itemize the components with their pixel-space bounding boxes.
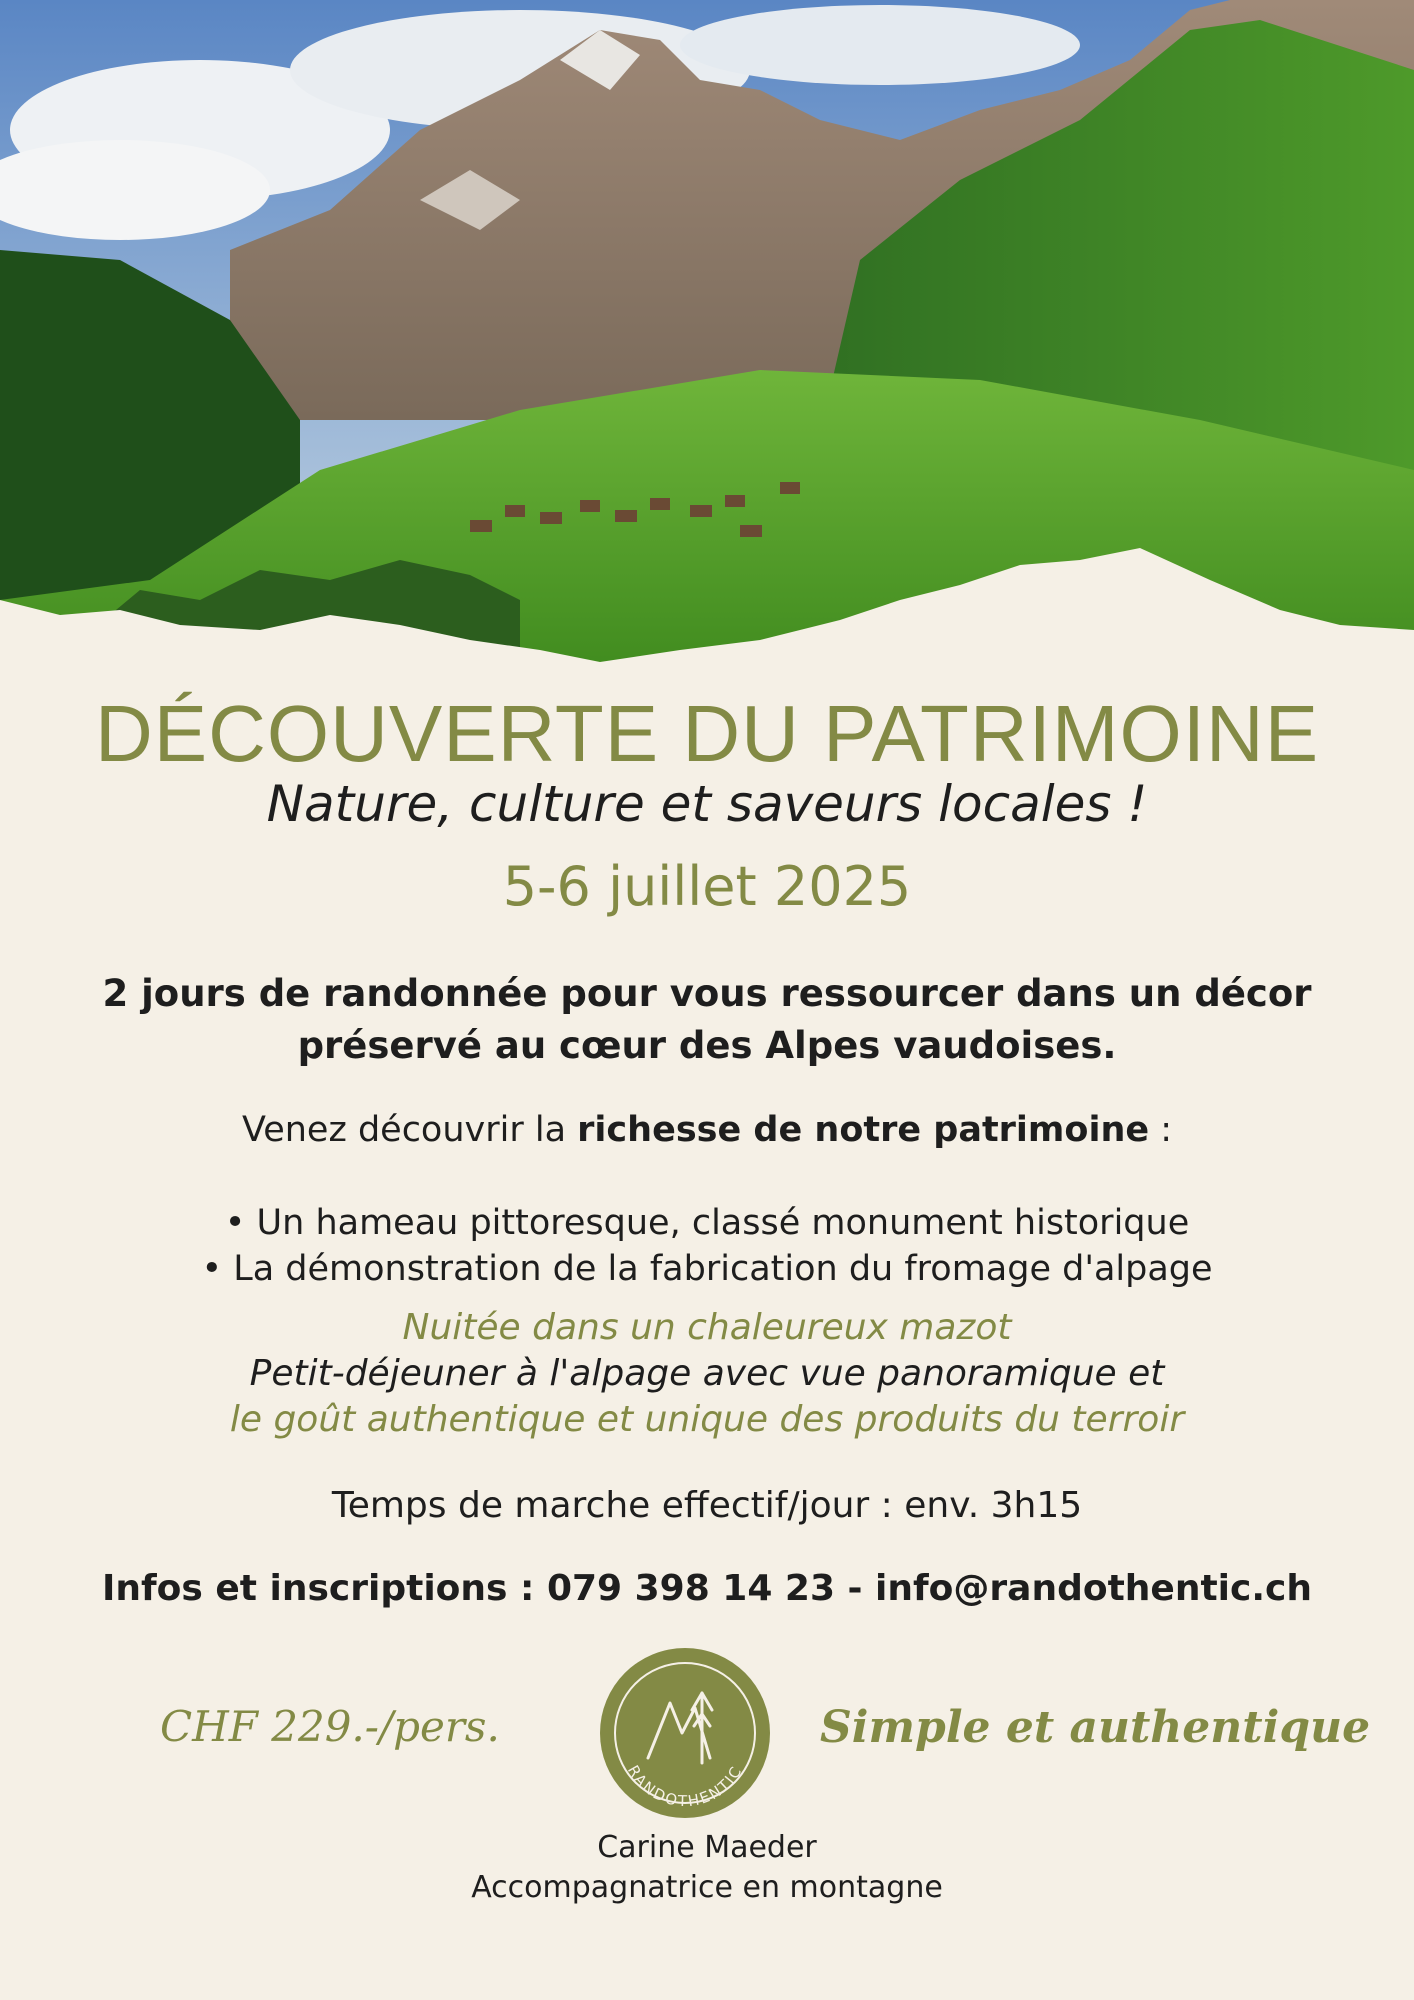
subtitle: Nature, culture et saveurs locales !	[266, 775, 1148, 833]
randothentic-logo	[600, 1648, 770, 1818]
stay-line-2: Petit-déjeuner à l'alpage avec vue panoramique et	[249, 1353, 1165, 1394]
page-title: DÉCOUVERTE DU PATRIMOINE	[94, 689, 1320, 778]
discover-line	[0, 1110, 1414, 1150]
walking-time: Temps de marche effectif/jour : env. 3h15	[331, 1485, 1083, 1526]
stay-line-1: Nuitée dans un chaleureux mazot	[402, 1307, 1012, 1348]
highlights-list	[0, 1200, 1414, 1292]
list-item: • La démonstration de la fabrication du fromage d'alpage	[201, 1249, 1213, 1289]
intro-line-2: préservé au cœur des Alpes vaudoises.	[297, 1024, 1117, 1067]
discover-prefix: Venez découvrir la	[241, 1110, 578, 1150]
price: CHF 229.-/pers.	[160, 1702, 500, 1751]
stay-line-3: le goût authentique et unique des produits du terroir	[229, 1399, 1185, 1440]
list-item: • Un hameau pittoresque, classé monument historique	[224, 1203, 1190, 1243]
intro-paragraph	[0, 968, 1414, 1072]
tagline: Simple et authentique	[820, 1702, 1371, 1753]
guide-role: Accompagnatrice en montagne	[471, 1870, 943, 1905]
logo-text: RANDOTHENTIC	[623, 1762, 747, 1811]
guide-name: Carine Maeder	[597, 1830, 817, 1865]
stay-details	[0, 1305, 1414, 1443]
intro-line-1: 2 jours de randonnée pour vous ressourcer dans un décor	[102, 972, 1312, 1015]
contact-info: Infos et inscriptions : 079 398 14 23 - info@randothentic.ch	[102, 1568, 1312, 1609]
event-date: 5-6 juillet 2025	[502, 855, 912, 918]
discover-suffix: :	[1149, 1110, 1173, 1150]
hero-landscape-image	[0, 0, 1414, 680]
discover-highlight: richesse de notre patrimoine	[577, 1110, 1150, 1150]
